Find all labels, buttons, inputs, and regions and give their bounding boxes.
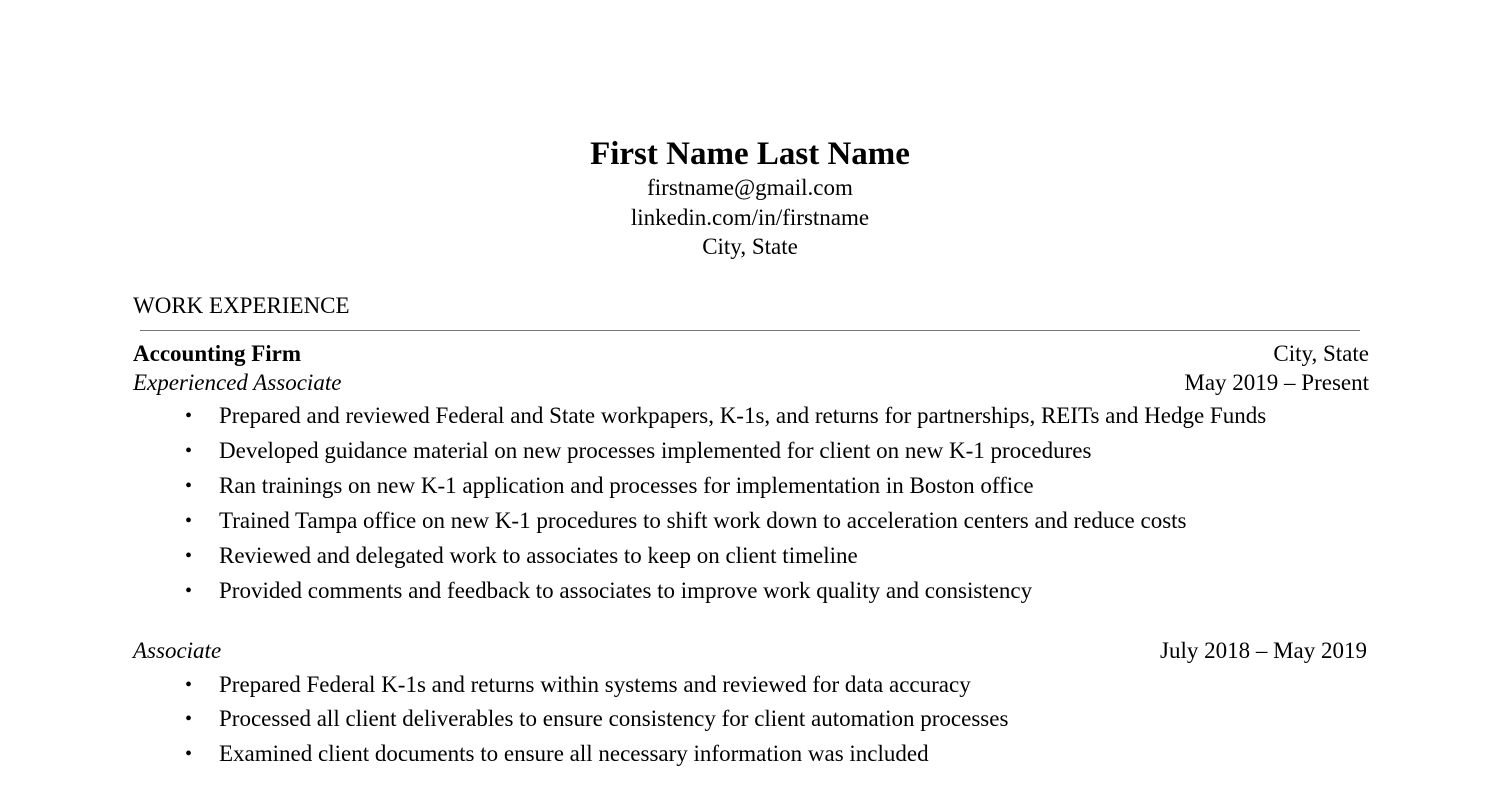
contact-email: firstname@gmail.com [647,175,853,200]
bullet-icon: • [185,510,193,532]
candidate-name: First Name Last Name [590,136,910,172]
bullet-icon: • [185,405,193,427]
job1-role: Experienced Associate [133,370,342,395]
bullet-text: Reviewed and delegated work to associates to keep on client timeline [219,543,858,568]
bullet-text: Ran trainings on new K-1 application and processes for implementation in Boston office [219,473,1034,498]
job1-header-row [133,340,1369,368]
bullet-text: Developed guidance material on new processes implemented for client on new K-1 procedures [219,438,1092,463]
bullet-icon: • [185,674,193,696]
job1-dates: May 2019 – Present [1184,370,1369,395]
bullet-icon: • [185,708,193,730]
bullet-text: Prepared and reviewed Federal and State workpapers, K-1s, and returns for partnerships, REITs and Hedge Funds [219,403,1267,428]
job2-role: Associate [133,638,222,663]
bullet-icon: • [185,580,193,602]
bullet-text: Trained Tampa office on new K-1 procedures to shift work down to acceleration centers and reduce costs [219,508,1187,533]
contact-linkedin: linkedin.com/in/firstname [630,205,870,230]
bullet-icon: • [185,545,193,567]
job1-company: Accounting Firm [133,341,302,366]
bullet-icon: • [185,743,193,765]
job2-dates: July 2018 – May 2019 [1160,638,1367,663]
section-title-work-experience: WORK EXPERIENCE [133,293,350,318]
contact-location: City, State [702,234,798,259]
bullet-text: Processed all client deliverables to ensure consistency for client automation processes [219,706,1009,731]
job2-role-row [133,637,1367,665]
job1-role-row [133,369,1369,397]
bullet-icon: • [185,440,193,462]
bullet-text: Prepared Federal K-1s and returns within systems and reviewed for data accuracy [219,672,971,697]
section-divider [140,330,1360,331]
job1-location: City, State [1273,341,1369,366]
bullet-icon: • [185,475,193,497]
bullet-text: Examined client documents to ensure all necessary information was included [219,741,929,766]
bullet-text: Provided comments and feedback to associates to improve work quality and consistency [219,578,1033,603]
